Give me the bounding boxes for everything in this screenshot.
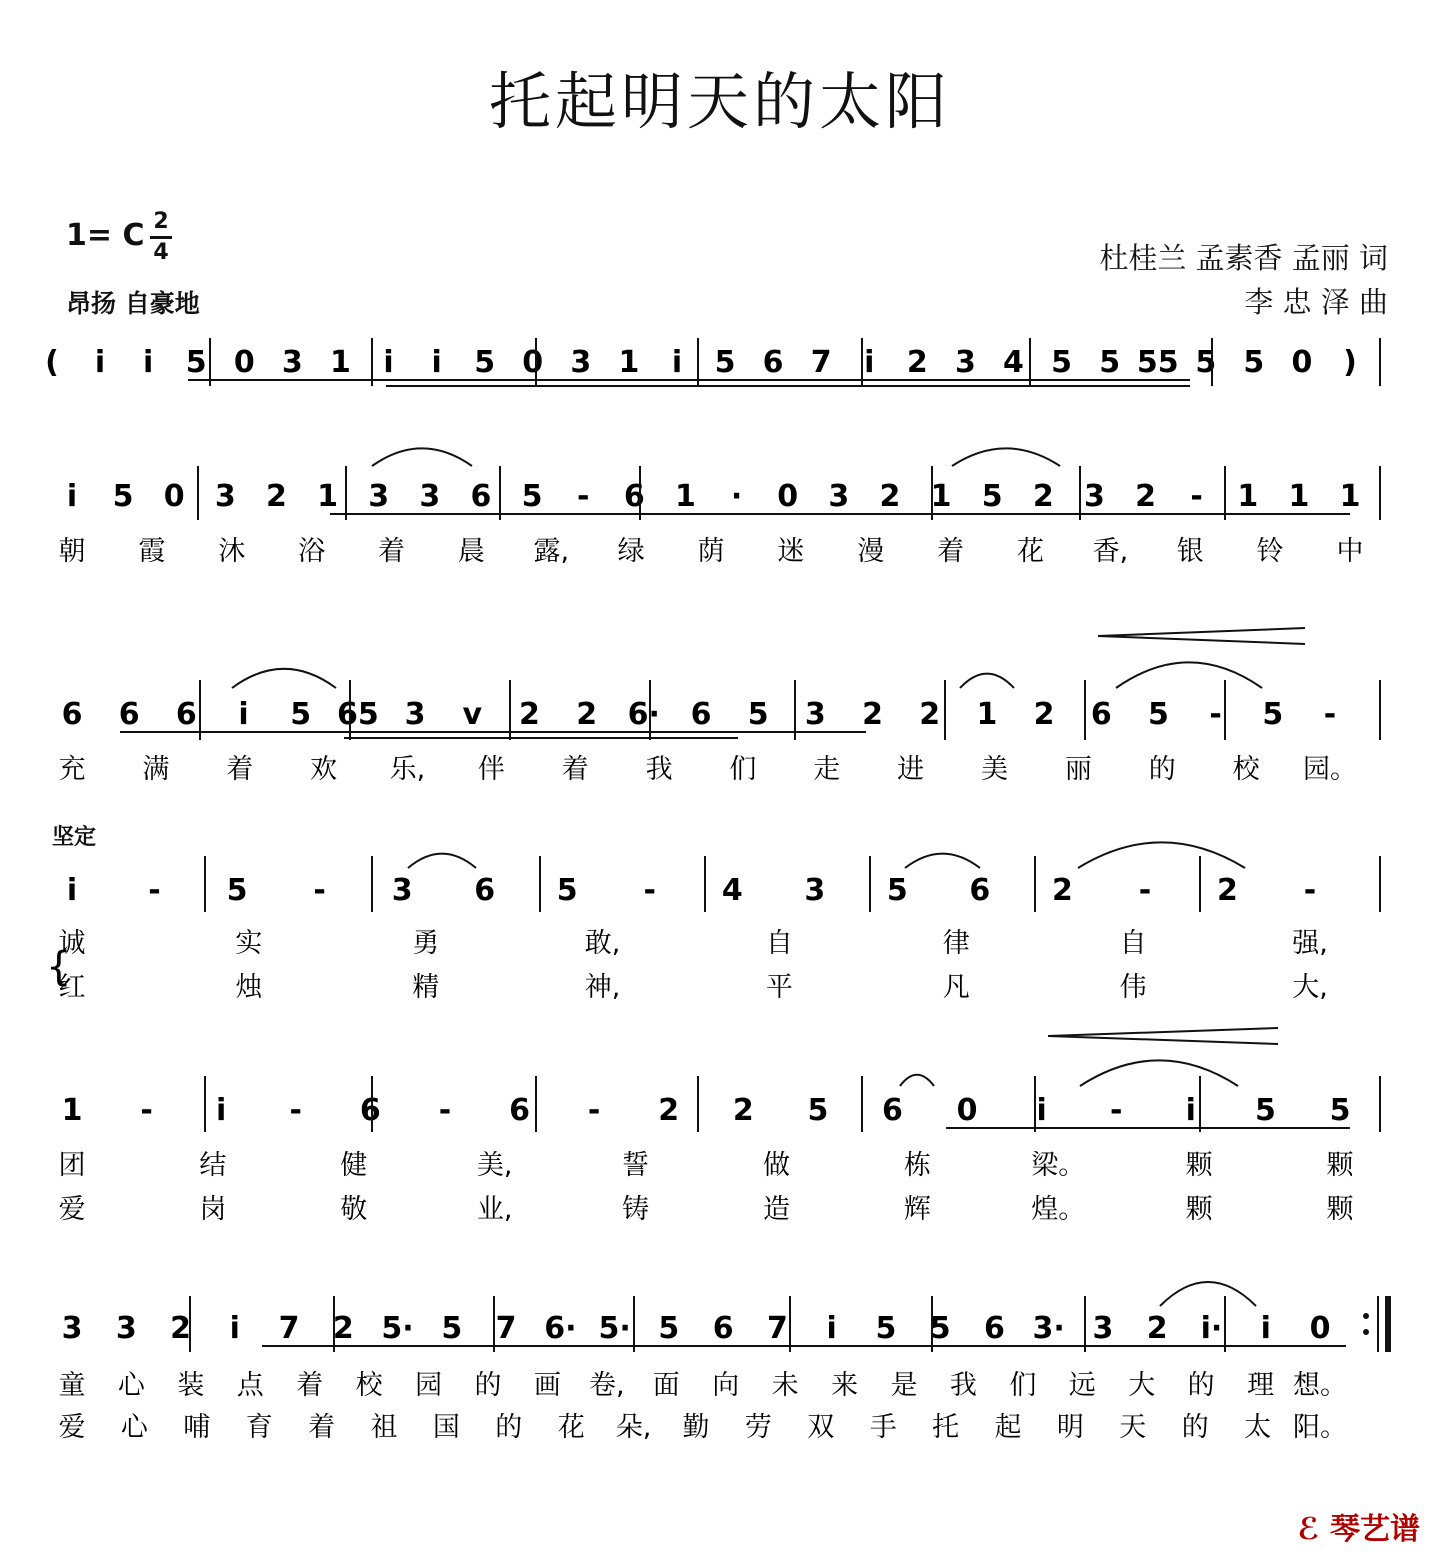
- note-verse-1-2: 0: [163, 479, 185, 514]
- lyric-verse-2-13: 的: [1148, 754, 1176, 785]
- note-verse-1-24: 1: [1288, 479, 1310, 514]
- site-logo: [1298, 1504, 1420, 1548]
- repeat-dot-bottom: [1363, 1329, 1369, 1335]
- note-coda-4: 7: [278, 1311, 300, 1346]
- lyric2-refrain-2-6: 辉: [903, 1194, 931, 1225]
- lyric-verse-1-6: 露,: [533, 536, 570, 567]
- lyric-verse-1-12: 花: [1017, 536, 1044, 567]
- time-signature-bottom: 4: [153, 240, 169, 265]
- note-verse-1-3: 3: [214, 479, 236, 514]
- note-coda-22: i: [1260, 1311, 1271, 1346]
- note-verse-1-22: -: [1190, 479, 1203, 514]
- note-coda-2: 2: [170, 1311, 191, 1346]
- lyric-coda-18: 大: [1128, 1370, 1156, 1401]
- note-intro-19: 3: [954, 345, 976, 380]
- lyric-verse-2-14: 校: [1232, 754, 1260, 785]
- note-verse-1-10: -: [576, 479, 590, 514]
- time-signature-top: 2: [153, 209, 169, 234]
- lyric-refrain-2-3: 美,: [476, 1150, 513, 1181]
- lyric2-refrain-2-2: 敬: [340, 1194, 368, 1225]
- lyric2-coda-4: 着: [308, 1412, 336, 1443]
- lyric-refrain-2-4: 誓: [622, 1150, 650, 1181]
- note-verse-2-1: 6: [118, 697, 140, 732]
- note-intro-22: 5: [1099, 345, 1121, 380]
- note-refrain-2-15: i: [1185, 1093, 1196, 1128]
- note-verse-2-20: -: [1209, 697, 1222, 732]
- note-intro-7: i: [383, 345, 394, 380]
- slur-5: [408, 854, 476, 868]
- lyric-refrain-1-4: 自: [765, 928, 793, 959]
- note-verse-2-14: 2: [862, 697, 883, 732]
- lyric-coda-2: 装: [177, 1370, 205, 1401]
- lyric2-refrain-2-8: 颗: [1185, 1194, 1213, 1225]
- lyric-coda-20: 理: [1247, 1370, 1275, 1401]
- song-title: 托起明天的太阳: [488, 65, 951, 138]
- lyric-coda-9: 卷,: [589, 1370, 625, 1401]
- note-verse-2-9: 2: [576, 697, 598, 732]
- lyric-verse-2-10: 进: [897, 754, 925, 785]
- note-refrain-1-5: 6: [474, 873, 496, 908]
- lyric-verse-1-4: 着: [378, 536, 405, 567]
- lyric-verse-1-1: 霞: [138, 536, 166, 567]
- note-coda-5: 2: [332, 1311, 354, 1346]
- note-refrain-1-2: 5: [226, 873, 248, 908]
- note-verse-2-21: 5: [1262, 697, 1284, 732]
- note-intro-16: 7: [810, 345, 832, 380]
- lyric-coda-7: 的: [474, 1370, 502, 1401]
- lyric-verse-2-1: 满: [142, 754, 170, 785]
- note-verse-1-19: 2: [1032, 479, 1054, 514]
- lyric2-refrain-1-5: 凡: [942, 972, 970, 1003]
- note-coda-10: 5·: [598, 1311, 631, 1346]
- lyric2-coda-10: 勤: [682, 1412, 710, 1443]
- note-refrain-1-6: 5: [556, 873, 578, 908]
- slur-1: [952, 448, 1060, 466]
- note-verse-1-1: 5: [112, 479, 134, 514]
- lyric-coda-0: 童: [58, 1370, 86, 1401]
- note-coda-18: 3·: [1032, 1311, 1065, 1346]
- note-verse-1-25: 1: [1339, 479, 1361, 514]
- lyric-verse-1-7: 绿: [617, 536, 645, 567]
- note-refrain-2-7: -: [587, 1093, 601, 1128]
- lyric2-refrain-1-1: 烛: [235, 972, 263, 1003]
- lyric-refrain-2-1: 结: [199, 1150, 227, 1181]
- note-intro-0: (: [45, 345, 59, 380]
- lyric-verse-1-9: 迷: [777, 536, 805, 567]
- slur-7: [1078, 842, 1245, 868]
- lyric-coda-19: 的: [1187, 1370, 1215, 1401]
- note-verse-1-6: 3: [368, 479, 390, 514]
- lyric-verse-2-5: 伴: [477, 754, 505, 785]
- note-coda-12: 6: [712, 1311, 734, 1346]
- note-verse-2-11: 6: [690, 697, 712, 732]
- lyric-verse-2-9: 走: [813, 754, 841, 785]
- note-refrain-1-8: 4: [721, 873, 743, 908]
- note-verse-2-6: 3: [404, 697, 426, 732]
- lyric-coda-14: 是: [890, 1370, 918, 1401]
- note-intro-11: 3: [570, 345, 592, 380]
- note-intro-5: 3: [281, 345, 303, 380]
- lyric2-coda-19: 太: [1244, 1412, 1272, 1443]
- note-verse-1-8: 6: [470, 479, 492, 514]
- lyric-verse-1-3: 浴: [298, 536, 326, 567]
- lyric-coda-15: 我: [949, 1370, 977, 1401]
- note-verse-1-0: i: [66, 479, 78, 514]
- slur-8: [900, 1075, 934, 1086]
- note-verse-1-20: 3: [1083, 479, 1105, 514]
- lyric2-coda-15: 起: [994, 1412, 1022, 1443]
- lyric-refrain-1-0: 诚: [58, 928, 86, 959]
- lyric2-refrain-2-4: 铸: [622, 1194, 650, 1225]
- lyric-verse-2-7: 我: [645, 754, 673, 785]
- note-coda-23: 0: [1309, 1311, 1331, 1346]
- note-verse-2-18: 6: [1090, 697, 1112, 732]
- note-refrain-2-4: 6: [359, 1093, 381, 1128]
- note-intro-2: i: [142, 345, 154, 380]
- note-verse-2-22: -: [1323, 697, 1337, 732]
- lyric2-coda-8: 花: [557, 1412, 585, 1443]
- note-verse-1-18: 5: [981, 479, 1003, 514]
- lyric-refrain-1-7: 强,: [1292, 928, 1328, 959]
- lyric-coda-10: 面: [652, 1370, 680, 1401]
- note-intro-8: i: [431, 345, 442, 380]
- lyric-verse-1-11: 着: [937, 536, 965, 567]
- note-refrain-2-6: 6: [509, 1093, 530, 1128]
- lyric2-refrain-2-0: 爱: [58, 1194, 86, 1225]
- note-refrain-1-7: -: [643, 873, 656, 908]
- slur-4: [1116, 662, 1262, 688]
- lyric-coda-11: 向: [712, 1370, 740, 1401]
- lyric2-coda-7: 的: [495, 1412, 523, 1443]
- note-verse-2-15: 2: [919, 697, 941, 732]
- note-verse-1-21: 2: [1135, 479, 1156, 514]
- logo-mark-icon: ℰ: [1297, 1512, 1320, 1547]
- note-coda-0: 3: [61, 1311, 83, 1346]
- lyric2-refrain-1-0: 红: [58, 972, 86, 1003]
- lyric-verse-1-16: 中: [1336, 536, 1364, 567]
- note-verse-2-10: 6·: [627, 697, 660, 732]
- lyric-coda-4: 着: [296, 1370, 324, 1401]
- hairpin-1: [1048, 1028, 1278, 1044]
- note-coda-15: 5: [875, 1311, 897, 1346]
- tempo-mark-firmly: 坚定: [52, 825, 97, 850]
- note-intro-6: 1: [330, 345, 351, 380]
- note-intro-14: 5: [714, 345, 736, 380]
- note-refrain-1-13: -: [1138, 873, 1152, 908]
- note-refrain-1-14: 2: [1217, 873, 1238, 908]
- lyric-verse-2-15: 园。: [1303, 754, 1357, 785]
- lyric2-coda-13: 手: [869, 1412, 897, 1443]
- lyric-verse-2-2: 着: [226, 754, 254, 785]
- lyric2-coda-16: 明: [1056, 1412, 1084, 1443]
- lyric2-coda-3: 育: [245, 1412, 273, 1443]
- note-coda-13: 7: [766, 1311, 788, 1346]
- note-refrain-2-8: 2: [658, 1093, 680, 1128]
- lyric-verse-2-6: 着: [561, 754, 589, 785]
- note-refrain-1-9: 3: [804, 873, 826, 908]
- lyric2-refrain-1-3: 神,: [584, 972, 621, 1003]
- note-refrain-1-12: 2: [1051, 873, 1073, 908]
- note-verse-2-2: 6: [175, 697, 197, 732]
- lyric2-coda-6: 国: [432, 1412, 460, 1443]
- lyric-refrain-2-6: 栋: [903, 1150, 931, 1181]
- note-verse-2-8: 2: [519, 697, 540, 732]
- lyric2-refrain-2-3: 业,: [476, 1194, 513, 1225]
- note-coda-14: i: [826, 1311, 837, 1346]
- note-intro-4: 0: [233, 345, 255, 380]
- lyric2-refrain-1-6: 伟: [1119, 972, 1147, 1003]
- note-verse-1-12: 1: [675, 479, 696, 514]
- slur-3: [960, 674, 1014, 688]
- note-verse-1-17: 1: [930, 479, 952, 514]
- lyric-verse-1-15: 铃: [1256, 536, 1284, 567]
- note-refrain-2-13: i: [1036, 1093, 1047, 1128]
- note-intro-10: 0: [522, 345, 544, 380]
- note-verse-1-5: 1: [317, 479, 339, 514]
- lyric-coda-8: 画: [533, 1370, 561, 1401]
- note-refrain-1-1: -: [148, 873, 161, 908]
- slur-6: [905, 854, 980, 868]
- lyric-coda-17: 远: [1068, 1370, 1096, 1401]
- note-refrain-2-16: 5: [1254, 1093, 1276, 1128]
- lyric2-coda-0: 爱: [58, 1412, 86, 1443]
- lyric-coda-6: 园: [415, 1370, 443, 1401]
- lyric-refrain-2-8: 颗: [1185, 1150, 1213, 1181]
- lyric-verse-2-4: 乐,: [389, 754, 426, 785]
- note-verse-1-4: 2: [266, 479, 287, 514]
- lyric-verse-2-3: 欢: [310, 754, 338, 785]
- note-coda-1: 3: [115, 1311, 137, 1346]
- note-coda-17: 6: [983, 1311, 1005, 1346]
- note-verse-1-7: 3: [419, 479, 441, 514]
- note-coda-3: i: [229, 1311, 240, 1346]
- note-coda-16: 5: [929, 1311, 951, 1346]
- note-verse-1-15: 3: [828, 479, 850, 514]
- lyric2-coda-9: 朵,: [615, 1412, 652, 1443]
- lyric2-refrain-1-2: 精: [412, 972, 440, 1003]
- note-verse-1-9: 5: [521, 479, 543, 514]
- note-intro-1: i: [94, 345, 106, 380]
- note-verse-2-4: 5: [290, 697, 312, 732]
- lyric2-coda-5: 祖: [370, 1412, 398, 1443]
- note-refrain-1-3: -: [313, 873, 326, 908]
- note-intro-26: 0: [1291, 345, 1313, 380]
- lyric-verse-1-10: 漫: [857, 536, 885, 567]
- lyric-coda-21: 想。: [1293, 1370, 1347, 1401]
- lyric-coda-13: 来: [831, 1370, 859, 1401]
- lyric-verse-2-11: 美: [981, 754, 1009, 785]
- note-intro-25: 5: [1243, 345, 1265, 380]
- lyric-refrain-1-3: 敢,: [584, 928, 621, 959]
- note-intro-9: 5: [474, 345, 496, 380]
- verse-brace: {: [46, 944, 72, 990]
- lyric-verse-2-0: 充: [58, 754, 86, 785]
- note-verse-2-19: 5: [1148, 697, 1169, 732]
- note-verse-2-12: 5: [747, 697, 769, 732]
- lyric-refrain-2-2: 健: [340, 1150, 368, 1181]
- logo-text: 琴艺谱: [1330, 1512, 1420, 1547]
- lyric2-refrain-2-9: 颗: [1326, 1194, 1354, 1225]
- lyric-verse-1-0: 朝: [58, 536, 86, 567]
- lyric-coda-12: 未: [771, 1370, 799, 1401]
- lyric-refrain-1-2: 勇: [412, 928, 440, 959]
- lyric-verse-2-8: 们: [729, 754, 757, 785]
- lyric-refrain-2-9: 颗: [1326, 1150, 1354, 1181]
- lyric-coda-16: 们: [1009, 1370, 1037, 1401]
- lyric2-coda-11: 劳: [744, 1412, 772, 1443]
- note-intro-18: 2: [906, 345, 928, 380]
- note-intro-3: 5: [185, 345, 207, 380]
- slur-0: [372, 448, 472, 466]
- lyric2-refrain-1-4: 平: [765, 972, 793, 1003]
- note-intro-27: ): [1343, 345, 1357, 380]
- note-coda-7: 5: [441, 1311, 463, 1346]
- lyric2-refrain-2-7: 煌。: [1031, 1194, 1086, 1225]
- slur-9: [1080, 1060, 1238, 1086]
- note-verse-2-16: 1: [976, 697, 998, 732]
- note-refrain-1-15: -: [1303, 873, 1317, 908]
- note-verse-1-13: ·: [730, 479, 743, 514]
- note-intro-24: 5: [1195, 345, 1217, 380]
- repeat-dot-top: [1363, 1313, 1369, 1319]
- note-refrain-2-11: 6: [882, 1093, 903, 1128]
- note-refrain-1-10: 5: [886, 873, 908, 908]
- lyric-refrain-2-0: 团: [58, 1150, 86, 1181]
- note-coda-8: 7: [495, 1311, 517, 1346]
- lyric-coda-1: 心: [117, 1370, 145, 1401]
- note-refrain-2-1: -: [140, 1093, 153, 1128]
- lyric-coda-5: 校: [355, 1370, 383, 1401]
- note-refrain-2-0: 1: [61, 1093, 83, 1128]
- slur-2: [232, 669, 336, 688]
- note-refrain-1-0: i: [66, 873, 78, 908]
- lyricist-credit: 杜桂兰 孟素香 孟丽 词: [1099, 241, 1388, 275]
- note-intro-15: 6: [762, 345, 784, 380]
- note-coda-19: 3: [1092, 1311, 1114, 1346]
- note-refrain-1-11: 6: [969, 873, 991, 908]
- note-refrain-1-4: 3: [391, 873, 413, 908]
- lyric-refrain-2-5: 做: [762, 1150, 790, 1181]
- note-coda-21: i·: [1200, 1311, 1223, 1346]
- note-intro-23: 55: [1136, 345, 1179, 380]
- lyric-verse-1-8: 荫: [697, 536, 725, 567]
- note-verse-2-3: i: [238, 697, 249, 732]
- note-coda-11: 5: [658, 1311, 680, 1346]
- lyric-refrain-2-7: 梁。: [1031, 1150, 1086, 1181]
- note-verse-2-5: 65: [337, 697, 379, 732]
- note-coda-20: 2: [1146, 1311, 1168, 1346]
- note-intro-17: i: [864, 345, 875, 380]
- lyric2-coda-17: 天: [1119, 1412, 1147, 1443]
- lyric-coda-3: 点: [236, 1370, 264, 1401]
- hairpin-0: [1098, 628, 1305, 644]
- note-intro-12: 1: [618, 345, 640, 380]
- lyric2-refrain-2-1: 岗: [199, 1194, 227, 1225]
- key-signature: 1= C: [66, 218, 145, 253]
- lyric-verse-1-2: 沐: [218, 536, 246, 567]
- lyric-refrain-1-6: 自: [1119, 928, 1147, 959]
- note-refrain-2-12: 0: [956, 1093, 978, 1128]
- lyric-verse-2-12: 丽: [1064, 754, 1092, 785]
- lyric2-refrain-2-5: 造: [762, 1194, 790, 1225]
- note-verse-2-13: 3: [804, 697, 826, 732]
- note-coda-6: 5·: [381, 1311, 414, 1346]
- note-refrain-2-9: 2: [732, 1093, 754, 1128]
- note-intro-21: 5: [1051, 345, 1072, 380]
- lyric-verse-1-14: 银: [1176, 536, 1204, 567]
- lyric-refrain-1-1: 实: [235, 928, 263, 959]
- note-intro-13: i: [671, 345, 683, 380]
- lyric2-coda-20: 阳。: [1293, 1412, 1347, 1443]
- tempo-mark: 昂扬 自豪地: [66, 289, 200, 318]
- composer-credit: 李 忠 泽 曲: [1244, 285, 1388, 319]
- note-refrain-2-17: 5: [1329, 1093, 1351, 1128]
- lyric2-refrain-1-7: 大,: [1292, 972, 1328, 1003]
- note-intro-20: 4: [1003, 345, 1024, 380]
- lyric2-coda-2: 哺: [183, 1412, 211, 1443]
- lyric2-coda-12: 双: [807, 1412, 835, 1443]
- note-refrain-2-5: -: [438, 1093, 452, 1128]
- note-refrain-2-2: i: [216, 1093, 227, 1128]
- note-verse-2-0: 6: [61, 697, 83, 732]
- note-verse-1-16: 2: [879, 479, 901, 514]
- note-refrain-2-3: -: [289, 1093, 302, 1128]
- note-verse-2-7: v: [462, 697, 483, 732]
- note-refrain-2-10: 5: [807, 1093, 829, 1128]
- note-verse-2-17: 2: [1033, 697, 1055, 732]
- lyric2-coda-18: 的: [1181, 1412, 1209, 1443]
- note-verse-1-11: 6: [623, 479, 645, 514]
- note-verse-1-14: 0: [777, 479, 799, 514]
- note-verse-1-23: 1: [1237, 479, 1259, 514]
- lyric-verse-1-5: 晨: [457, 536, 485, 567]
- slur-10: [1160, 1282, 1256, 1306]
- lyric2-coda-1: 心: [120, 1412, 148, 1443]
- note-refrain-2-14: -: [1110, 1093, 1123, 1128]
- note-coda-9: 6·: [544, 1311, 577, 1346]
- lyric-verse-1-13: 香,: [1092, 536, 1129, 567]
- lyric2-coda-14: 托: [932, 1412, 960, 1443]
- lyric-refrain-1-5: 律: [942, 928, 970, 959]
